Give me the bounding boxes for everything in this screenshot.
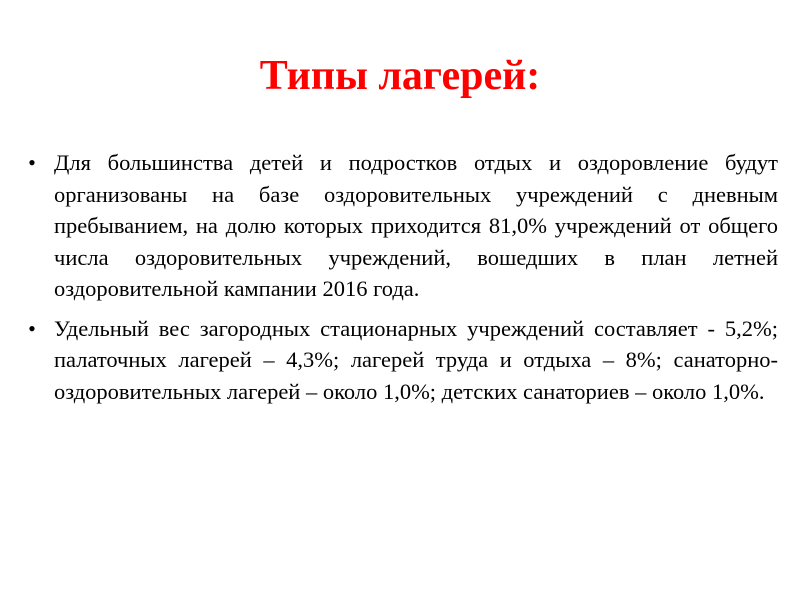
slide-title: Типы лагерей: bbox=[259, 53, 541, 99]
bullet-text: Удельный вес загородных стационарных учреждений составляет - 5,2%; палаточных лагерей – 4,3%; лагерей труда и отдыха – 8%; санаторно-оздоровительных лагерей – около 1,0%; детских санаториев – около 1,0%. bbox=[54, 315, 778, 404]
bullet-list bbox=[22, 147, 778, 415]
bullet-icon: • bbox=[28, 315, 36, 341]
bullet-item-day-camps bbox=[22, 147, 778, 305]
bullet-text: Для большинства детей и подростков отдых и оздоровление будут организованы на базе оздоровительных учреждений с дневным пребыванием, на долю которых приходится 81,0% учреждений от общего числа оздоровительных учреждений, вошедших в план летней оздоровительной кампании 2016 года. bbox=[54, 150, 778, 301]
bullet-icon: • bbox=[28, 150, 36, 175]
bullet-item-camp-shares bbox=[22, 313, 778, 408]
